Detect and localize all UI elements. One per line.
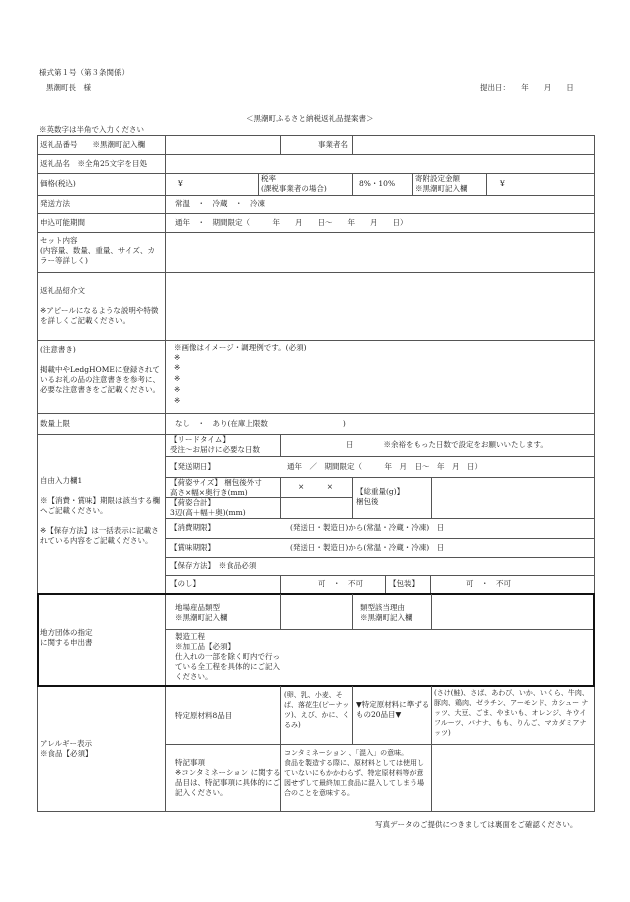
return-item-number-label: 返礼品番号 ※黒潮町記入欄 xyxy=(40,140,145,149)
special-notes-field[interactable] xyxy=(433,746,592,810)
set-contents-label: セット内容 (内容量、数量、重量、サイズ、カラー等詳しく) xyxy=(40,236,156,265)
caution-note-4[interactable]: ※ xyxy=(174,374,181,383)
package-total-label: 【荷姿合計】 3辺(高＋幅＋奥)(mm) xyxy=(170,498,246,517)
specific-8-list: (卵、乳、小麦、そば、落花生(ピーナッツ)、えび、かに、くるみ) xyxy=(284,691,350,729)
price-label: 価格(税込) xyxy=(40,179,76,188)
specific-8-label: 特定原材料8品目 xyxy=(175,711,233,720)
halfwidth-note: ※英数字は半角で入力ください xyxy=(39,125,144,134)
allergy-label: アレルギー表示 ※食品【必須】 xyxy=(40,739,93,758)
shipping-method-label: 発送方法 xyxy=(40,199,70,208)
application-period-label: 申込可能期間 xyxy=(40,218,85,227)
caution-note-2[interactable]: ※ xyxy=(174,353,181,362)
local-designation-label: 地方団体の指定 に関する申出書 xyxy=(40,628,93,647)
manufacturing-process-field[interactable] xyxy=(282,631,592,684)
noshi-options[interactable]: 可 ・ 不可 xyxy=(318,579,363,588)
quantity-limit-label: 数量上限 xyxy=(40,419,70,428)
shipping-method-options[interactable]: 常温 ・ 冷蔵 ・ 冷凍 xyxy=(175,199,265,208)
package-size-field[interactable]: × × xyxy=(298,482,334,491)
caution-note-6[interactable]: ※ xyxy=(174,396,181,405)
application-period-options[interactable]: 通年 ・ 期間限定（ 年 月 日〜 年 月 日） xyxy=(175,218,408,227)
caution-note-3[interactable]: ※ xyxy=(174,363,181,372)
noshi-label: 【のし】 xyxy=(170,579,200,588)
item-introduction-label: 返礼品紹介文 ※アピールになるような説明や特徴を詳しくご記載ください。 xyxy=(40,286,159,325)
special-notes-label: 特記事項 ※コンタミネーション に関する品目は、特記事項に具体的にご記入ください。 xyxy=(175,758,281,797)
business-name-field[interactable] xyxy=(356,136,593,153)
lead-time-field[interactable]: 日 ※余裕をもった日数で設定をお願いいたします。 xyxy=(346,440,548,449)
shipping-date-options[interactable]: 通年 ／ 期間限定（ 年 月 日〜 年 月 日） xyxy=(287,462,482,471)
specific-20-list: (さけ(鮭)、さば、あわび、いか、いくら、牛肉、豚肉、鶏肉、ゼラチン、アーモンド、カシュー ナッツ、大豆、ごま、やまいも、オレンジ、キウイフルーツ、バナナ、もも、りんご、マカダミアナッツ) xyxy=(434,689,589,737)
donation-amount-label: 寄附設定金額 ※黒潮町記入欄 xyxy=(415,174,468,193)
contamination-explanation: コンタミネーション 、「混入」の意味。 食品を製造する際に、原材料としては使用していないにもかかわらず、特定原材料等が意図せずして最終加工食品に混入してしまう場合のことを意味する。 xyxy=(284,749,424,797)
type-reason-field[interactable] xyxy=(433,595,592,628)
best-before-field[interactable]: (発送日・製造日)から(常温・冷蔵・冷凍) 日 xyxy=(290,543,445,552)
wrapping-options[interactable]: 可 ・ 不可 xyxy=(466,579,511,588)
local-product-type-label: 地場産品類型 ※黒潮町記入欄 xyxy=(175,603,228,622)
total-weight-label: 【総重量(g)】 梱包後 xyxy=(356,487,405,506)
page-title: ＜黒潮町ふるさと納税返礼品提案書＞ xyxy=(246,114,374,123)
return-item-name-field[interactable] xyxy=(167,155,593,172)
total-weight-field[interactable] xyxy=(433,478,593,517)
caution-label: (注意書き) 掲載中やLedgHOMEに登録されているお礼の品の注意書きを参考に、必要な注意書きをご記載ください。 xyxy=(40,345,160,394)
type-reason-label: 類型該当理由 ※黒潮町記入欄 xyxy=(360,603,413,622)
quantity-limit-options[interactable]: なし ・ あり(在庫上限数 ) xyxy=(175,419,346,428)
tax-rate-options[interactable]: 8%・10% xyxy=(359,179,396,188)
tax-rate-label: 税率 (課税事業者の場合) xyxy=(261,174,327,193)
package-size-label: 【荷姿サイズ】 梱包後外寸 高さ×幅×奥行き(mm) xyxy=(170,478,262,497)
set-contents-field[interactable] xyxy=(167,233,593,271)
addressee: 黒潮町長 様 xyxy=(46,83,91,92)
price-field[interactable]: ¥ xyxy=(178,179,183,188)
package-total-field[interactable] xyxy=(282,498,351,517)
shipping-date-label: 【発送期日】 xyxy=(170,462,215,471)
caution-note-5[interactable]: ※ xyxy=(174,385,181,394)
submit-date: 提出日： 年 月 日 xyxy=(480,83,574,92)
expiry-field[interactable]: (発送日・製造日)から(常温・冷蔵・冷凍) 日 xyxy=(290,523,445,532)
free-input-label: 自由入力欄1 ※【消費・賞味】期限は該当する欄へご記載ください。 ※【保存方法】は一括表示に記載されている内容をご記載ください。 xyxy=(40,476,160,545)
best-before-label: 【賞味期限】 xyxy=(170,543,215,552)
donation-amount-field[interactable]: ¥ xyxy=(500,179,505,188)
business-name-label: 事業者名 xyxy=(318,140,348,149)
form-number: 様式第１号（第３条関係） xyxy=(39,68,129,77)
expiry-label: 【消費期限】 xyxy=(170,523,215,532)
manufacturing-process-label: 製造工程 ※加工品【必須】 仕入れの一部を除く町内で行っている全工程を具体的にご記入ください。 xyxy=(175,632,280,681)
specific-20-label: ▼特定原材料に準ずるもの20品目▼ xyxy=(356,700,430,719)
local-product-type-field[interactable] xyxy=(282,595,351,628)
item-introduction-field[interactable] xyxy=(167,273,593,339)
storage-method-label: 【保存方法】 ※食品必須 xyxy=(170,561,257,570)
lead-time-label: 【リードタイム】 受注〜お届けに必要な日数 xyxy=(170,435,260,454)
wrapping-label: 【包装】 xyxy=(389,579,419,588)
photo-data-footer: 写真データのご提供につきましては裏面をご確認ください。 xyxy=(375,820,578,829)
caution-note-1[interactable]: ※画像はイメージ・調理例です。(必須) xyxy=(174,343,307,352)
return-item-name-label: 返礼品名 ※全角25文字を目処 xyxy=(40,159,148,168)
